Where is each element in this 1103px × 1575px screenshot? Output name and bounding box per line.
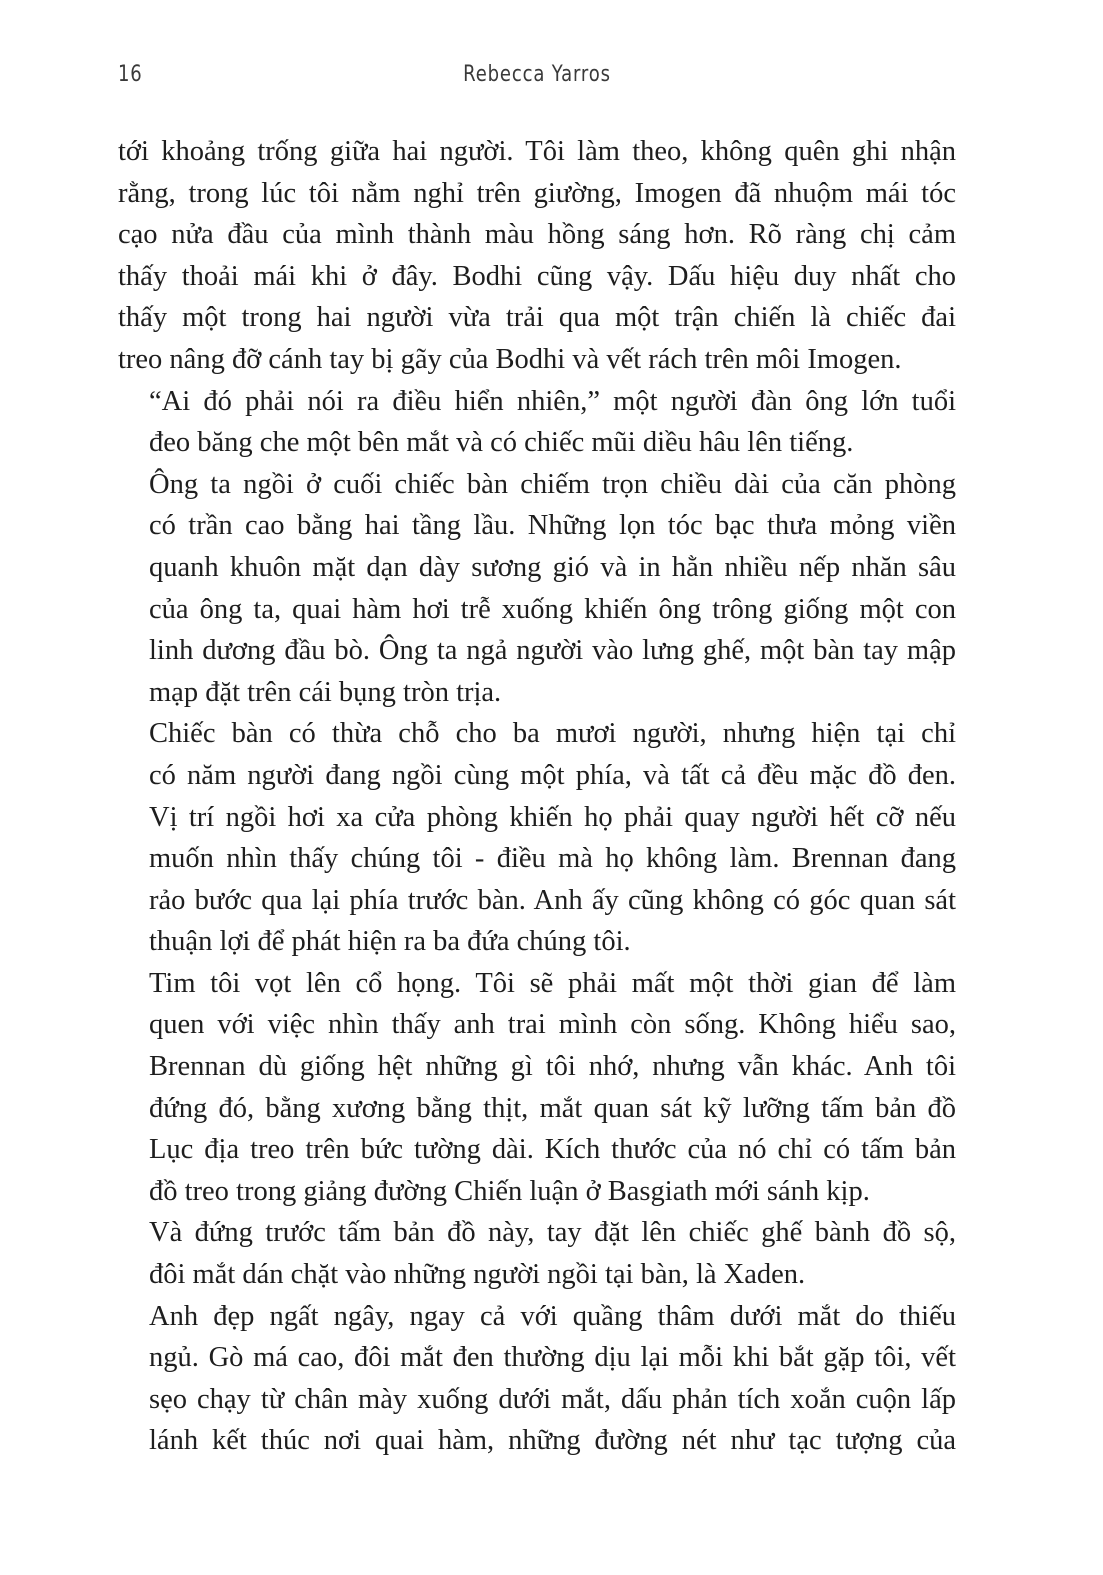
paragraph (118, 1296, 956, 1462)
text-line: muốn nhìn thấy chúng tôi - điều mà họ không làm. Brennan đang (149, 843, 956, 875)
text-line: “Ai đó phải nói ra điều hiển nhiên,” một người đàn ông lớn tuổi (149, 385, 956, 417)
text-line: đeo băng che một bên mắt và có chiếc mũi diều hâu lên tiếng. (149, 427, 854, 459)
text-line: rằng, trong lúc tôi nằm nghỉ trên giường, Imogen đã nhuộm mái tóc (118, 177, 956, 209)
running-header (118, 62, 956, 94)
text-line: Anh đẹp ngất ngây, ngay cả với quầng thâm dưới mắt do thiếu (149, 1300, 956, 1332)
text-line: thấy thoải mái khi ở đây. Bodhi cũng vậy. Dấu hiệu duy nhất cho (118, 260, 956, 292)
text-line: sẹo chạy từ chân mày xuống dưới mắt, dấu phản tích xoắn cuộn lấp (149, 1383, 956, 1415)
text-line: thấy một trong hai người vừa trải qua một trận chiến là chiếc đai (118, 302, 956, 334)
text-line: cạo nửa đầu của mình thành màu hồng sáng hơn. Rõ ràng chị cảm (118, 219, 956, 251)
text-line: đồ treo trong giảng đường Chiến luận ở Basgiath mới sánh kịp. (149, 1175, 870, 1207)
text-line: Lục địa treo trên bức tường dài. Kích thước của nó chỉ có tấm bản (149, 1134, 956, 1166)
text-line: treo nâng đỡ cánh tay bị gãy của Bodhi và vết rách trên môi Imogen. (118, 343, 902, 375)
paragraph (118, 713, 956, 963)
text-line: quanh khuôn mặt dạn dày sương gió và in hằn nhiều nếp nhăn sâu (149, 551, 956, 583)
running-title: Rebecca Yarros (463, 62, 611, 87)
text-line: có trần cao bằng hai tầng lầu. Những lọn tóc bạc thưa mỏng viền (149, 510, 956, 542)
text-line: Và đứng trước tấm bản đồ này, tay đặt lên chiếc ghế bành đồ sộ, (149, 1217, 956, 1249)
text-line: đôi mắt dán chặt vào những người ngồi tại bàn, là Xaden. (149, 1259, 806, 1291)
text-line: của ông ta, quai hàm hơi trễ xuống khiến ông trông giống một con (149, 593, 956, 625)
text-line: Brennan dù giống hệt những gì tôi nhớ, nhưng vẫn khác. Anh tôi (149, 1051, 956, 1083)
text-line: ngủ. Gò má cao, đôi mắt đen thường dịu lại mỗi khi bắt gặp tôi, vết (149, 1342, 956, 1374)
text-line: Chiếc bàn có thừa chỗ cho ba mươi người, nhưng hiện tại chỉ (149, 718, 956, 750)
text-line: Vị trí ngồi hơi xa cửa phòng khiến họ phải quay người hết cỡ nếu (149, 801, 956, 833)
text-line: đứng đó, bằng xương bằng thịt, mắt quan sát kỹ lưỡng tấm bản đồ (149, 1092, 956, 1124)
text-line: quen với việc nhìn thấy anh trai mình còn sống. Không hiểu sao, (149, 1009, 956, 1041)
body-text (118, 131, 956, 1462)
text-line: tới khoảng trống giữa hai người. Tôi làm theo, không quên ghi nhận (118, 136, 956, 167)
text-line: lánh kết thúc nơi quai hàm, những đường nét như tạc tượng của (149, 1425, 956, 1457)
text-line: mạp đặt trên cái bụng tròn trịa. (149, 676, 502, 708)
text-line: thuận lợi để phát hiện ra ba đứa chúng tôi. (149, 926, 631, 958)
paragraph (118, 381, 956, 464)
text-line: Tim tôi vọt lên cổ họng. Tôi sẽ phải mất một thời gian để làm (149, 967, 956, 999)
paragraph (118, 963, 956, 1213)
paragraph (118, 464, 956, 714)
text-line: Ông ta ngồi ở cuối chiếc bàn chiếm trọn chiều dài của căn phòng (149, 468, 956, 500)
text-line: có năm người đang ngồi cùng một phía, và tất cả đều mặc đồ đen. (149, 759, 956, 791)
text-line: linh dương đầu bò. Ông ta ngả người vào lưng ghế, một bàn tay mập (149, 635, 956, 667)
page-number: 16 (118, 62, 143, 87)
text-line: rảo bước qua lại phía trước bàn. Anh ấy cũng không có góc quan sát (149, 884, 956, 916)
paragraph (118, 131, 956, 381)
paragraph (118, 1212, 956, 1295)
